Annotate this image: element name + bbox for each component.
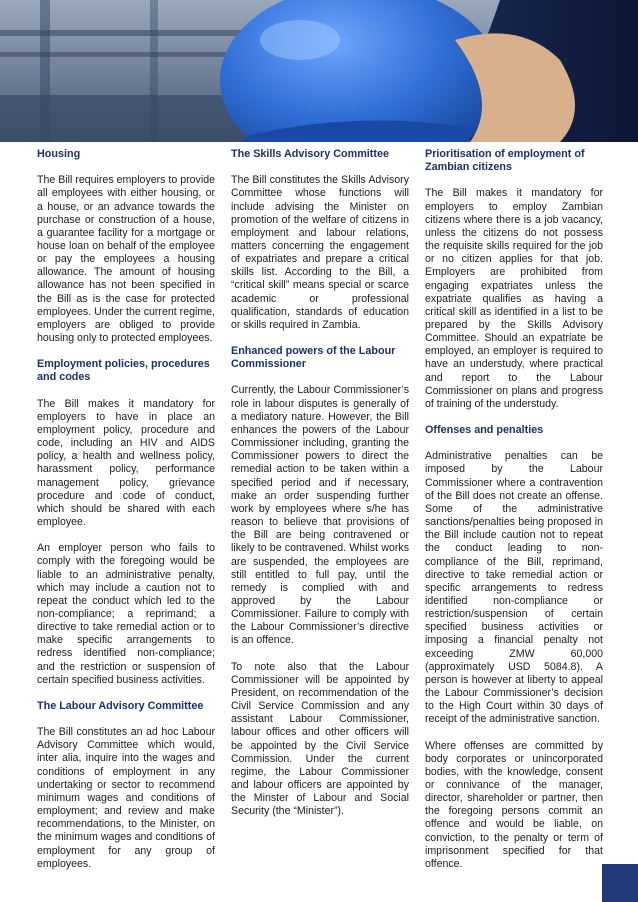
heading-labour-commissioner-powers: Enhanced powers of the Labour Commissioner (231, 345, 396, 371)
heading-housing: Housing (37, 148, 81, 160)
paragraph-prioritisation: The Bill makes it mandatory for employers to employ Zambian citizens where there is a job vacancy, unless the citizens do not possess the requisite skills required for the job or no citizen applies for that job. Employers are prohibited from engaging expatriates unless the expatriate qualifies as having a critical skill as identified in a list to be prepared by the Skills Advisory Committee. Should an expatriate be employed, an employer is required to have an understudy, where practical and report to the Labour Commissioner on plans and progress of training of the understudy. (425, 187, 603, 410)
heading-offenses-penalties: Offenses and penalties (425, 424, 544, 437)
paragraph-labour-commissioner-powers: Currently, the Labour Commissioner’s role in labour disputes is generally of a mediatory nature. However, the Bill enhances the powers of the Labour Commissioner including, granting the Commissioner powers to direct the remedial action to be taken within a specified period and if necessary, make an order suspending further work by employees where s/he has reason to believe that provisions of the Bill are being contravened or likely to be contravened. Whilst works are suspended, the employees are still entitled to full pay, until the remedy is complied with and approved by the Labour Commissioner. Failure to comply with the Labour Commissioner’s directive is an offence. (231, 384, 409, 647)
corner-accent-block (602, 864, 638, 902)
heading-employment-policies: Employment policies, procedures and codes (37, 358, 210, 384)
paragraph-skills-advisory-committee: The Bill constitutes the Skills Advisory Committee whose functions will include advising the Minister on promotion of the welfare of citizens in employment and labour relations, matters concerning the engagement of expatriates and prepare a critical skills list. According to the Bill, a “critical skill” means special or scarce academic or professional qualification, standards of education or skills required in Zambia. (231, 174, 409, 331)
paragraph-offenses-penalties: Administrative penalties can be imposed by the Labour Commissioner where a contravention of the Bill does not create an offense. Some of the administrative sanctions/penalties being proposed in the Bill include caution not to repeat the conduct leading to non- compliance of the Bill, reprimand, directive to take remedial action or specific arrangements to redress identified non-compliance or restriction/suspension of certain specified business activities or imposing a financial penalty not exceeding ZMW 60,000 (approximately USD 5084.8). A person is however at liberty to appeal the Labour Commissioner’s decision to the High Court within 30 days of receipt of the administrative sanction. (425, 450, 603, 726)
paragraph-body-corporates: Where offenses are committed by body corporates or unincorporated bodies, with the knowledge, consent or connivance of the manager, director, shareholder or partner, then the foregoing persons commit an offence and would be liable, on conviction, to the penalty or term of imprisonment specified for that offence. (425, 739, 603, 870)
column-right (425, 148, 603, 871)
header-photo (0, 0, 638, 142)
heading-skills-advisory-committee: The Skills Advisory Committee (231, 148, 389, 160)
helmet-photo-illustration (0, 0, 638, 142)
paragraph-labour-advisory-committee: The Bill constitutes an ad hoc Labour Advisory Committee which would, inter alia, inquire into the wages and conditions of employment in any undertaking or sector to recommend minimum wages and conditions of employment; and review and make recommendations, to the Minister, on the minimum wages and conditions of employment for any group of employees. (37, 726, 215, 870)
paragraph-employment-policies: The Bill makes it mandatory for employers to have in place an employment policy, procedure and code, including an HIV and AIDS policy, a health and wellness policy, harassment policy, performance management policy, grievance procedure and code of conduct, which should be shared with each employee. (37, 397, 215, 529)
paragraph-administrative-penalty: An employer person who fails to comply with the foregoing would be liable to an administrative penalty, which may include a caution not to repeat the conduct which led to the non-compliance; a reprimand; a directive to take remedial action or to make specific arrangements to redress identified non-compliance; and the restriction or suspension of certain specified business activities. (37, 542, 215, 686)
column-middle (231, 148, 409, 818)
heading-labour-advisory-committee: The Labour Advisory Committee (37, 699, 204, 712)
paragraph-labour-commissioner-appointment: To note also that the Labour Commissioner will be appointed by President, on recommendation of the Civil Service Commission and any assistant Labour Commissioner, labour offices and other officers will be appointed by the Civil Service Commission. Under the current regime, the Labour Commissioner and labour officers are appointed by the Minster of Labour and Social Security (the “Minister”). (231, 660, 409, 818)
paragraph-housing: The Bill requires employers to provide all employees with either housing, or a house, or an advance towards the purchase or construction of a house, a guarantee facility for a mortgage or house loan on behalf of the employee or pay the employees a housing allowance. The amount of housing allowance has not been specified in the Bill as is the case for protected employees. Under the current regime, employers are obliged to provide housing only to protected employees. (37, 174, 215, 345)
column-left (37, 148, 215, 871)
heading-prioritisation: Prioritisation of employment of Zambian citizens (425, 148, 585, 174)
